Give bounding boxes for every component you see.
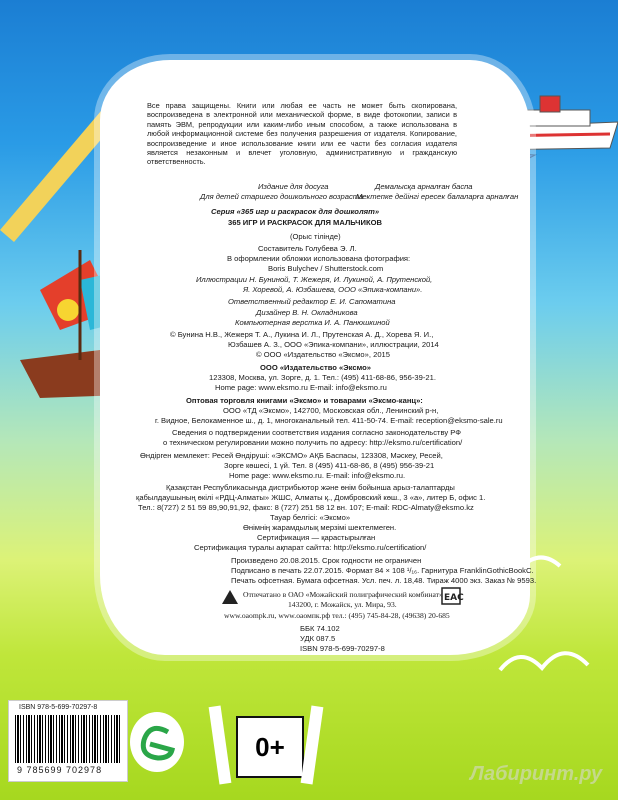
copyright-1: © Бунина Н.В., Жежеря Т. А., Лукина И. Л., Прутенская А. Д., Хорева Я. И., (170, 330, 434, 339)
svg-text:EAC: EAC (444, 593, 464, 603)
labirint-watermark: Лабиринт.ру (470, 763, 603, 785)
printer-2: 143200, г. Можайск, ул. Мира, 93. (288, 600, 397, 609)
layout: Компьютерная верстка И. А. Панюшкиной (235, 318, 390, 327)
wholesale-title: Оптовая торговля книгами «Эксмо» и товарами «Эксмо-канц»: (186, 396, 423, 405)
wholesale-1: ООО «ТД «Эксмо», 142700, Московская обл., Ленинский р-н, (223, 406, 439, 415)
printer-3: www.oaompk.ru, www.оаомпк.рф тел.: (495) 745-84-28, (49638) 20-685 (224, 611, 450, 620)
cert-1: Сведения о подтверждении соответствия издания согласно законодательству РФ (172, 428, 462, 437)
barcode-isbn: ISBN 978-5-699-70297-8 (19, 704, 98, 711)
barcode-bars (15, 715, 121, 763)
age-rating-badge: 0+ (236, 716, 304, 778)
eac-mark-icon (442, 588, 464, 604)
eksmo-logo-icon (130, 712, 184, 772)
cert-2: о техническом регулировании можно получить по адресу: http://eksmo.ru/certification/ (163, 438, 463, 447)
kz-3: Home page: www.eksmo.ru. E-mail: info@eksmo.ru. (229, 471, 406, 480)
kz-2: Зорге көшесі, 1 үй. Тел. 8 (495) 411-68-86, 8 (495) 956-39-21 (224, 461, 435, 470)
editor: Ответственный редактор Е. И. Сапоматина (228, 297, 396, 306)
publisher: ООО «Издательство «Эксмо» (260, 363, 371, 372)
kz-6: Тел.: 8(727) 2 51 59 89,90,91,92, факс: 8 (727) 251 58 12 вн. 107; E-mail: RDC-Almaty@eksmo.kz (138, 503, 474, 512)
illustrators-1: Иллюстрации Н. Буниной, Т. Жежеря, И. Лукиной, А. Прутенской, (196, 275, 433, 284)
law-note-badge-icon (296, 704, 330, 786)
kz-1: Өндірген мемлекет: Ресей Өндіруші: «ЭКСМО» АҚБ Баспасы, 123308, Мәскеу, Ресей, (140, 451, 443, 460)
language-note: (Орыс тілінде) (290, 232, 341, 241)
publisher-home: Home page: www.eksmo.ru E-mail: info@eksmo.ru (215, 383, 387, 392)
age-kz: Мектепке дейінгі ересек балаларға арналған (356, 192, 519, 201)
kz-8: Өнімнің жарамдылық мерзімі шектелмеген. (243, 523, 397, 532)
barcode-digits: 9 785699 702978 (17, 765, 103, 775)
barcode (8, 700, 128, 782)
wholesale-2: г. Видное, Белокаменное ш., д. 1, многоканальный тел. 411-50-74. E-mail: reception@eksmo-sale.ru (155, 416, 503, 425)
designer: Дизайнер В. Н. Окладникова (256, 308, 358, 317)
copyright-2: Юзбашев А. З., ООО «Эпика-компани», иллюстрации, 2014 (228, 340, 439, 349)
udk: УДК 087.5 (300, 634, 336, 643)
info-label-badge-icon (204, 704, 238, 786)
rights-notice: Все права защищены. Книги или любая ее часть не может быть скопирована, воспроизведена в электронной или механической форме, в виде фотокопии, записи в память ЭВМ, репродукции или каким-либо иным способом, а также использована в любой информационной системе без получения разрешения от издателя. Копирование, воспроизведение и иное использование книги или ее части без согласия издателя является незаконным и влечет уголовную, административную и гражданскую ответственность. (147, 101, 457, 167)
kz-4: Қазақстан Республикасында дистрибьютор және өнім бойынша арыз-талаптарды (166, 483, 455, 492)
kz-9: Сертификация — қарастырылған (257, 533, 376, 542)
bbk: ББК 74.102 (300, 624, 340, 633)
cover-photo: В оформлении обложки использована фотография: (227, 254, 411, 263)
leisure-ru: Издание для досуга (258, 182, 329, 191)
produced: Произведено 20.08.2015. Срок годности не ограничен (231, 556, 422, 565)
publisher-address: 123308, Москва, ул. Зорге, д. 1. Тел.: (495) 411-68-86, 956-39-21. (209, 373, 436, 382)
print-info: Печать офсетная. Бумага офсетная. Усл. печ. л. 18,48. Тираж 4000 экз. Заказ № 9593. (231, 576, 537, 585)
photo-credit: Boris Bulychev / Shutterstock.com (268, 264, 384, 273)
kz-10: Сертификация туралы ақпарат сайтта: http://eksmo.ru/certification/ (194, 543, 427, 552)
kz-7: Тауар белгісі: «Эксмо» (270, 513, 351, 522)
illustrators-2: Я. Хоревой, А. Юзбашева, ООО «Эпика-компани». (243, 285, 423, 294)
printer-logo-icon (222, 590, 238, 604)
printer-1: Отпечатано в ОАО «Можайский полиграфический комбинат» (243, 590, 443, 599)
compiler: Составитель Голубева Э. Л. (258, 244, 357, 253)
signed: Подписано в печать 22.07.2015. Формат 84 × 108 ¹/₁₆. Гарнитура FranklinGothicBookC. (231, 566, 534, 575)
book-title: 365 ИГР И РАСКРАСОК ДЛЯ МАЛЬЧИКОВ (228, 218, 382, 227)
series: Серия «365 игр и раскрасок для дошколят» (211, 207, 380, 216)
kz-5: қабылдаушының өкілі «РДЦ-Алматы» ЖШС, Алматы қ., Домбровский көш., 3 «а», литер Б, офис 1. (136, 493, 486, 502)
leisure-kz: Демалысқа арналған баспа (375, 182, 473, 191)
copyright-3: © ООО «Издательство «Эксмо», 2015 (256, 350, 390, 359)
isbn: ISBN 978-5-699-70297-8 (300, 644, 385, 653)
age-ru: Для детей старшего дошкольного возраста (200, 192, 364, 201)
